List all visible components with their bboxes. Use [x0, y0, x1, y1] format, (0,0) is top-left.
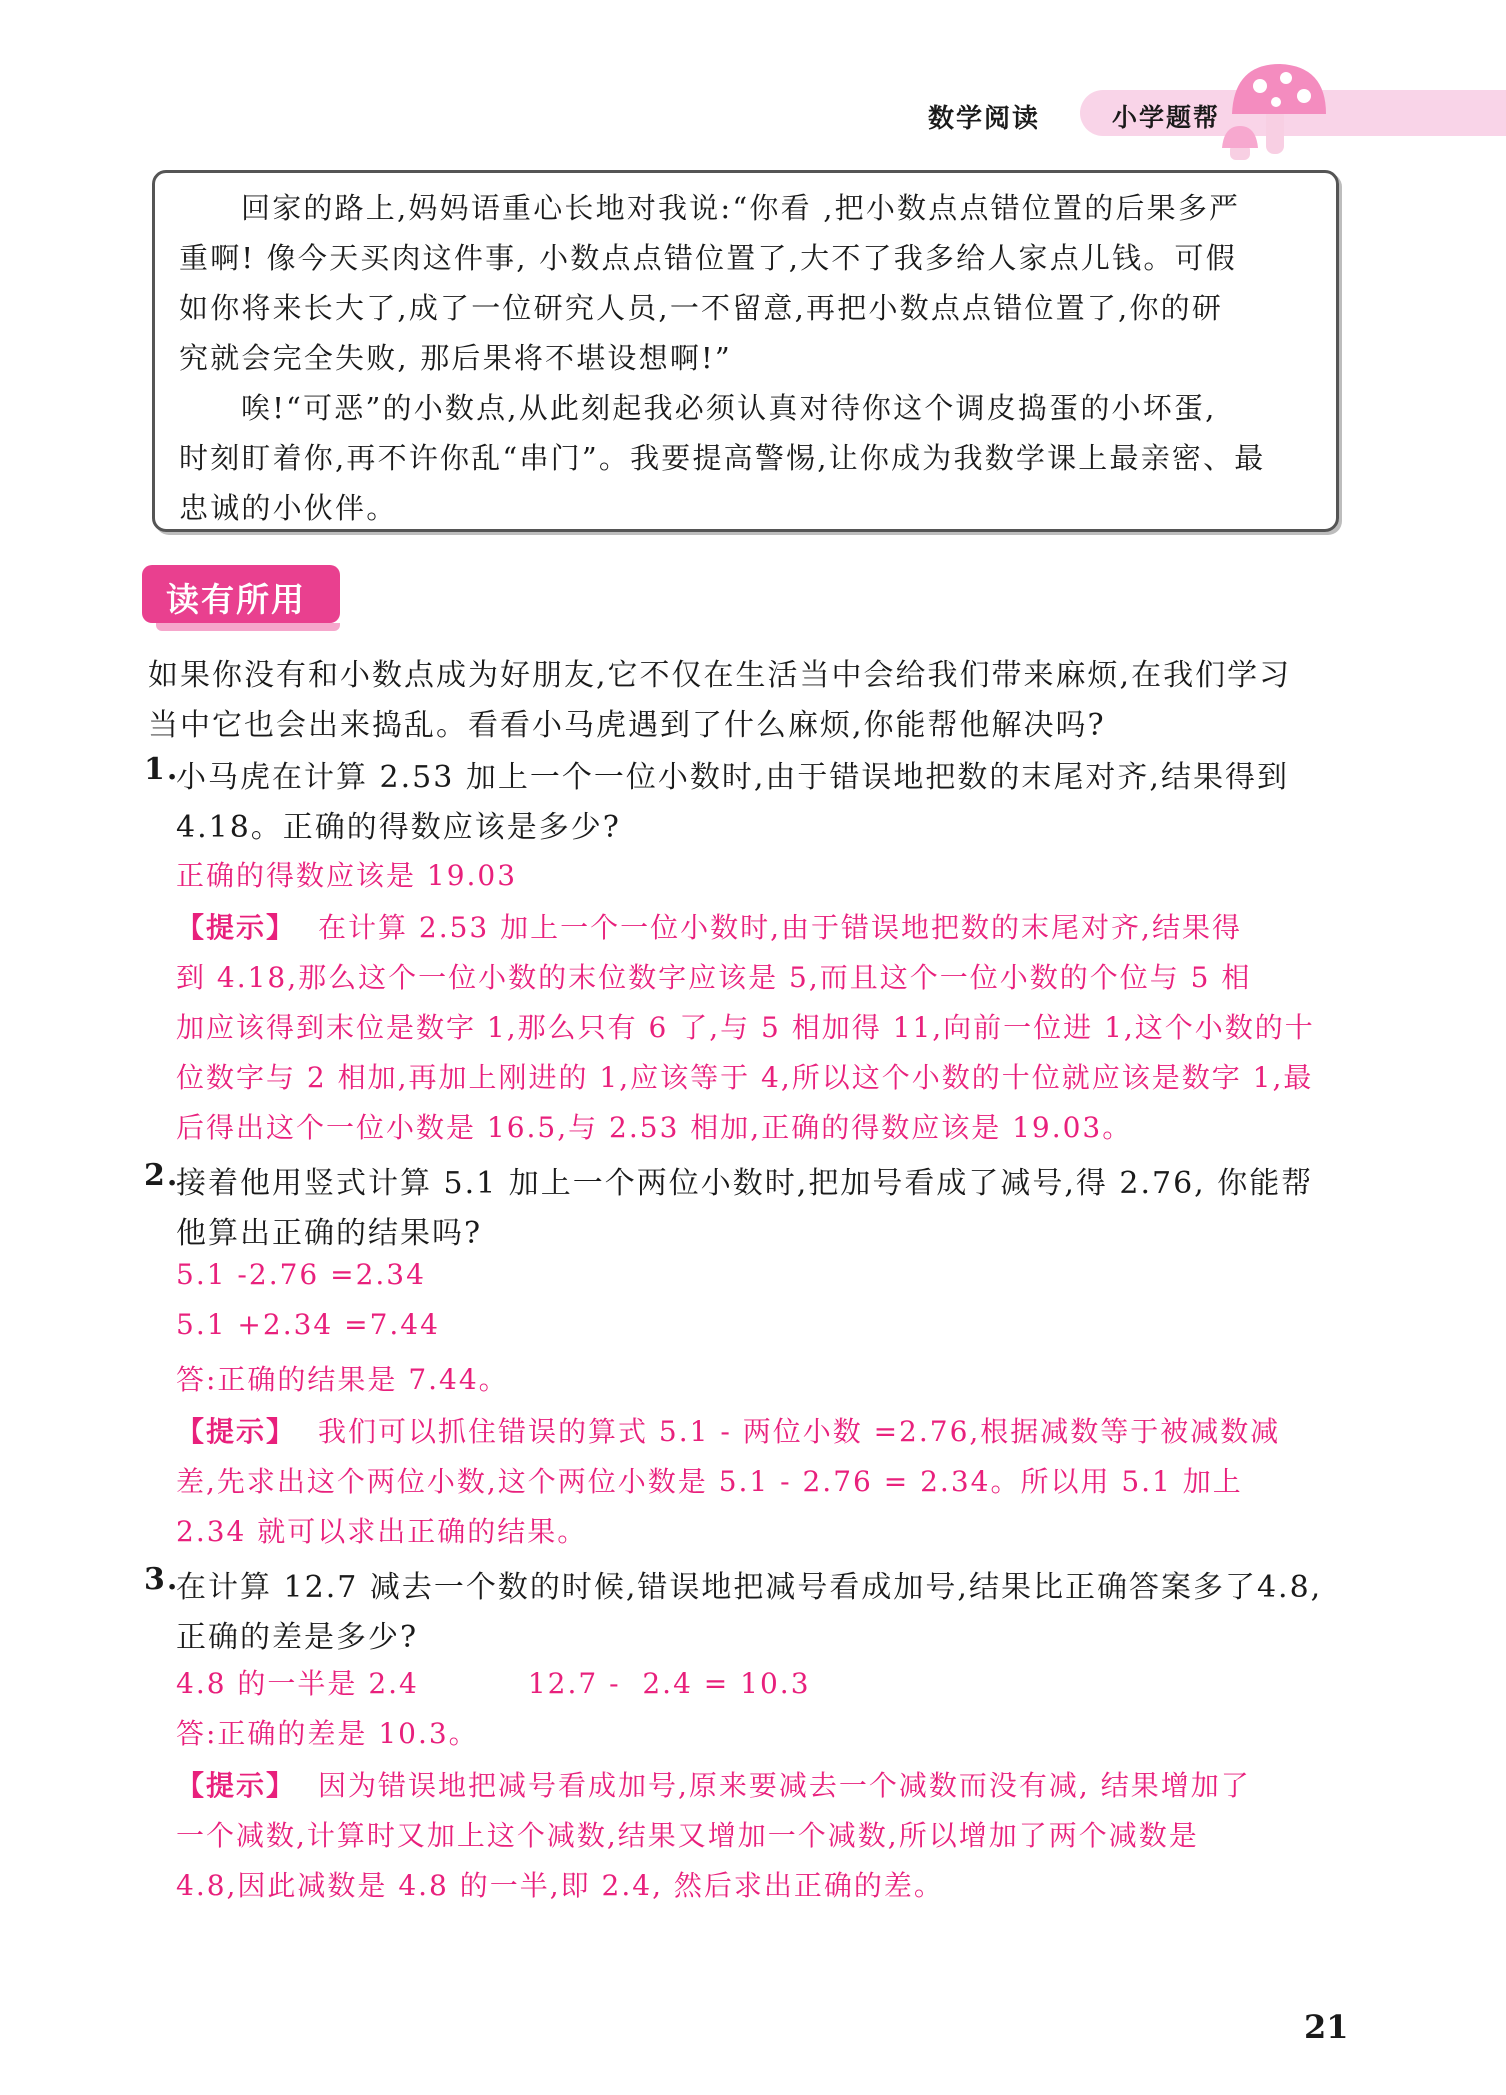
hint-line: 位数字与 2 相加,再加上刚进的 1,应该等于 4,所以这个小数的十位就应该是数字 1,最: [176, 1061, 1314, 1094]
hint-line: 2.34 就可以求出正确的结果。: [176, 1515, 588, 1548]
hint-line: 一个减数,计算时又加上这个减数,结果又增加一个减数,所以增加了两个减数是: [176, 1819, 1199, 1852]
answer-line: 正确的得数应该是 19.03: [176, 859, 518, 892]
story-line: 究就会完全失败, 那后果将不堪设想啊!”: [179, 341, 732, 375]
page-number: 21: [1304, 2008, 1349, 2046]
question-line: 小马虎在计算 2.53 加上一个一位小数时,由于错误地把数的末尾对齐,结果得到: [176, 760, 1289, 795]
story-box: [152, 170, 1339, 532]
story-line: 时刻盯着你,再不许你乱“串门”。我要提高警惕,让你成为我数学课上最亲密、最: [179, 441, 1266, 475]
story-line: 回家的路上,妈妈语重心长地对我说:“你看 ,把小数点点错位置的后果多严: [241, 191, 1241, 225]
story-line: 唉!“可恶”的小数点,从此刻起我必须认真对待你这个调皮捣蛋的小坏蛋,: [241, 391, 1217, 425]
answer-line: 答:正确的结果是 7.44。: [176, 1363, 509, 1396]
hint-line: 在计算 2.53 加上一个一位小数时,由于错误地把数的末尾对齐,结果得: [318, 911, 1242, 944]
hint-line: 加应该得到末位是数字 1,那么只有 6 了,与 5 相加得 11,向前一位进 1,这个小数的十: [176, 1011, 1315, 1044]
intro-line: 当中它也会出来捣乱。看看小马虎遇到了什么麻烦,你能帮他解决吗?: [148, 708, 1106, 743]
section-title: 读有所用: [166, 580, 306, 619]
question-line: 在计算 12.7 减去一个数的时候,错误地把减号看成加号,结果比正确答案多了4.8,: [176, 1570, 1323, 1605]
question-number: 1.: [144, 752, 180, 787]
question-line: 他算出正确的结果吗?: [176, 1216, 483, 1251]
question-line: 4.18。正确的得数应该是多少?: [176, 810, 621, 845]
section-tag: [142, 565, 340, 623]
header-brand-label: 小学题帮: [1112, 103, 1221, 132]
hint-label: 【提示】: [176, 911, 297, 944]
answer-line: 5.1 +2.34 =7.44: [176, 1308, 440, 1341]
story-line: 忠诚的小伙伴。: [179, 491, 398, 525]
answer-line: 4.8 的一半是 2.4 12.7 - 2.4 = 10.3: [176, 1667, 811, 1700]
question-number: 2.: [144, 1158, 180, 1193]
hint-line: 因为错误地把减号看成加号,原来要减去一个减数而没有减, 结果增加了: [318, 1769, 1251, 1802]
hint-line: 差,先求出这个两位小数,这个两位小数是 5.1 - 2.76 = 2.34。所以用 5.1 加上: [176, 1465, 1243, 1498]
mushroom-icon: [1222, 56, 1332, 166]
hint-line: 我们可以抓住错误的算式 5.1 - 两位小数 =2.76,根据减数等于被减数减: [318, 1415, 1281, 1448]
question-number: 3.: [144, 1562, 180, 1597]
hint-line: 到 4.18,那么这个一位小数的末位数字应该是 5,而且这个一位小数的个位与 5 相: [176, 961, 1252, 994]
question-line: 接着他用竖式计算 5.1 加上一个两位小数时,把加号看成了减号,得 2.76, 你能帮: [176, 1166, 1314, 1201]
hint-label: 【提示】: [176, 1415, 297, 1448]
story-line: 重啊! 像今天买肉这件事, 小数点点错位置了,大不了我多给人家点儿钱。可假: [179, 241, 1237, 275]
header-section-title: 数学阅读: [928, 104, 1041, 134]
hint-line: 后得出这个一位小数是 16.5,与 2.53 相加,正确的得数应该是 19.03。: [176, 1111, 1133, 1144]
intro-line: 如果你没有和小数点成为好朋友,它不仅在生活当中会给我们带来麻烦,在我们学习: [148, 658, 1292, 693]
story-line: 如你将来长大了,成了一位研究人员,一不留意,再把小数点点错位置了,你的研: [179, 291, 1224, 325]
answer-line: 答:正确的差是 10.3。: [176, 1717, 479, 1750]
hint-line: 4.8,因此减数是 4.8 的一半,即 2.4, 然后求出正确的差。: [176, 1869, 944, 1902]
question-line: 正确的差是多少?: [176, 1620, 419, 1655]
hint-label: 【提示】: [176, 1769, 297, 1802]
answer-line: 5.1 -2.76 =2.34: [176, 1258, 426, 1291]
